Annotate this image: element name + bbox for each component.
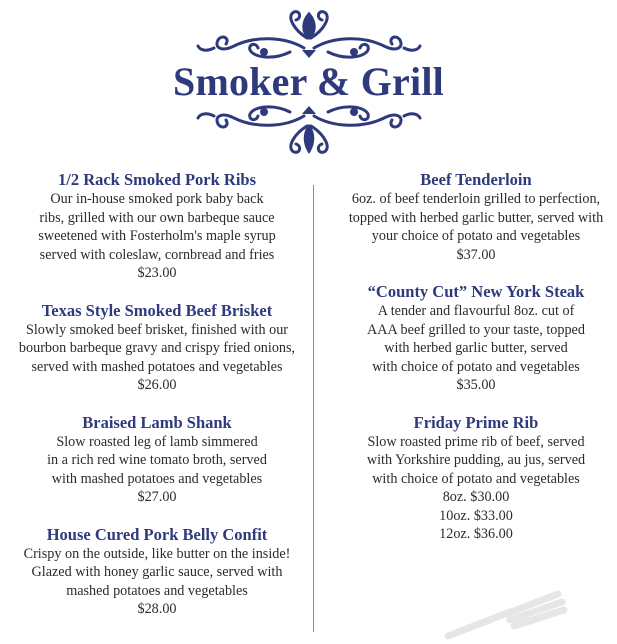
column-divider bbox=[313, 185, 314, 632]
menu-item-description: with Yorkshire pudding, au jus, served bbox=[366, 452, 586, 468]
menu-item-beef-brisket bbox=[6, 301, 308, 395]
menu-item-description: mashed potatoes and vegetables bbox=[66, 582, 248, 599]
menu-item-new-york-steak bbox=[320, 282, 617, 395]
bottom-scroll-ornament-icon bbox=[0, 102, 617, 160]
menu-item-description: sweetened with Fosterholm's maple syrup bbox=[38, 228, 276, 244]
menu-column-left bbox=[6, 170, 308, 637]
menu-item-description: with herbed garlic butter, served bbox=[384, 340, 568, 356]
menu-item-price: $26.00 bbox=[137, 377, 177, 393]
menu-item-description: Crispy on the outside, like butter on the inside! bbox=[23, 545, 291, 562]
menu-item-beef-tenderloin bbox=[320, 170, 617, 264]
menu-item-lamb-shank bbox=[6, 413, 308, 507]
menu-item-description: Glazed with honey garlic sauce, served with bbox=[31, 564, 283, 580]
menu-item-description: Slow roasted leg of lamb simmered bbox=[56, 433, 258, 450]
menu-item-prime-rib bbox=[320, 413, 617, 544]
menu-item-description: in a rich red wine tomato broth, served bbox=[47, 452, 267, 468]
menu-item-description: ribs, grilled with our own barbeque sauce bbox=[39, 209, 275, 226]
menu-item-description: with mashed potatoes and vegetables bbox=[51, 470, 263, 487]
menu-item-pork-ribs bbox=[6, 170, 308, 283]
menu-item-description: Slow roasted prime rib of beef, served bbox=[367, 433, 585, 450]
menu-item-description: with choice of potato and vegetables bbox=[372, 358, 580, 375]
menu-item-price: $35.00 bbox=[456, 377, 496, 393]
menu-item-description: bourbon barbeque gravy and crispy fried onions, bbox=[18, 340, 296, 356]
menu-item-name: Texas Style Smoked Beef Brisket bbox=[41, 300, 273, 320]
menu-item-description: A tender and flavourful 8oz. cut of bbox=[377, 303, 575, 319]
menu-item-description: your choice of potato and vegetables bbox=[371, 228, 581, 244]
menu-item-price: $23.00 bbox=[137, 265, 177, 281]
menu-item-description: 6oz. of beef tenderloin grilled to perfection, bbox=[351, 191, 601, 207]
menu-item-name: House Cured Pork Belly Confit bbox=[46, 524, 268, 544]
fork-icon bbox=[440, 590, 570, 644]
page-title: Smoker & Grill bbox=[173, 59, 444, 104]
menu-item-pork-belly bbox=[6, 525, 308, 619]
menu-item-price: $37.00 bbox=[456, 246, 496, 263]
menu-item-price: 8oz. $30.00 bbox=[442, 489, 510, 505]
menu-item-name: Braised Lamb Shank bbox=[82, 412, 232, 432]
menu-item-name: “County Cut” New York Steak bbox=[367, 282, 585, 301]
top-scroll-ornament-icon bbox=[0, 8, 617, 62]
menu-item-description: topped with herbed garlic butter, served with bbox=[348, 209, 604, 226]
menu-item-description: Our in-house smoked pork baby back bbox=[50, 191, 264, 207]
menu-item-price: $27.00 bbox=[137, 489, 177, 505]
menu-item-description: Slowly smoked beef brisket, finished with our bbox=[25, 321, 289, 338]
menu-item-price: 12oz. $36.00 bbox=[439, 526, 513, 542]
menu-item-description: AAA beef grilled to your taste, topped bbox=[367, 321, 585, 338]
menu-item-name: Beef Tenderloin bbox=[420, 170, 532, 189]
menu-item-name: 1/2 Rack Smoked Pork Ribs bbox=[57, 170, 257, 189]
menu-item-description: served with coleslaw, cornbread and fries bbox=[39, 246, 275, 263]
menu-item-price: 10oz. $33.00 bbox=[439, 507, 513, 524]
menu-item-name: Friday Prime Rib bbox=[413, 412, 539, 432]
menu-item-description: served with mashed potatoes and vegetables bbox=[31, 358, 283, 375]
menu-column-right bbox=[320, 170, 617, 562]
menu-item-description: with choice of potato and vegetables bbox=[372, 470, 580, 487]
menu-item-price: $28.00 bbox=[137, 601, 177, 617]
